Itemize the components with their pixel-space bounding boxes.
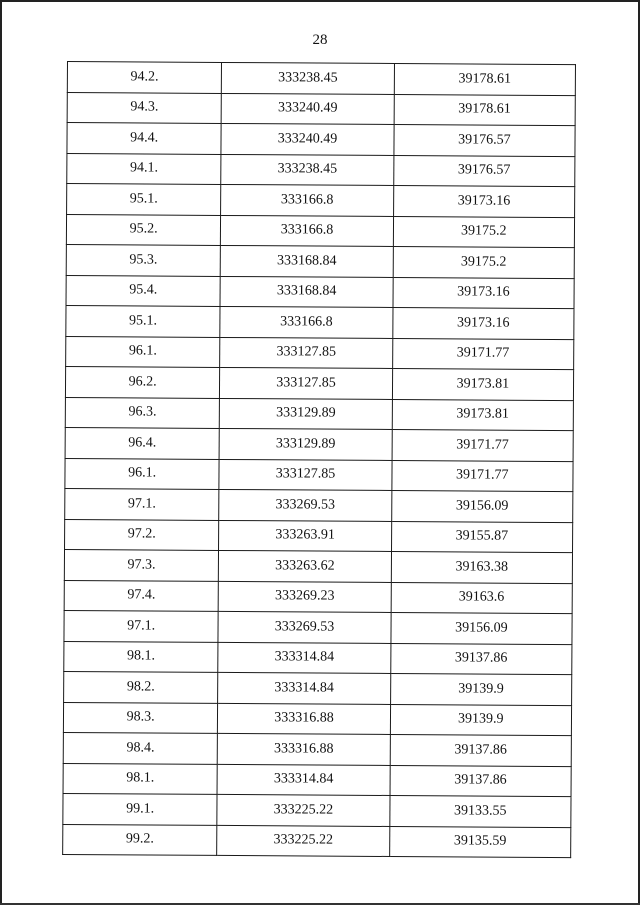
x-coordinate-cell: 333263.91 (219, 520, 392, 552)
x-coordinate-cell: 333269.53 (219, 489, 392, 521)
point-number-cell: 94.1. (67, 153, 221, 184)
point-number-cell: 97.1. (65, 488, 219, 519)
table-row (66, 275, 574, 309)
y-coordinate-cell: 39137.86 (390, 765, 571, 797)
table-row (63, 824, 571, 858)
x-coordinate-cell: 333314.84 (218, 672, 391, 704)
table-row (66, 244, 574, 278)
y-coordinate-cell: 39133.55 (390, 795, 571, 827)
point-number-cell: 95.1. (66, 305, 220, 336)
table-row (66, 305, 574, 339)
table-row (63, 763, 571, 797)
point-number-cell: 97.1. (64, 610, 218, 641)
coordinates-table (62, 61, 576, 858)
y-coordinate-cell: 39163.6 (391, 582, 572, 614)
x-coordinate-cell: 333127.85 (220, 367, 393, 399)
x-coordinate-cell: 333127.85 (220, 337, 393, 369)
x-coordinate-cell: 333127.85 (219, 459, 392, 491)
y-coordinate-cell: 39163.38 (391, 551, 572, 583)
x-coordinate-cell: 333269.53 (218, 611, 391, 643)
y-coordinate-cell: 39175.2 (393, 216, 574, 248)
point-number-cell: 94.2. (67, 62, 221, 93)
x-coordinate-cell: 333166.8 (220, 306, 393, 338)
y-coordinate-cell: 39173.16 (393, 185, 574, 217)
point-number-cell: 99.2. (63, 824, 217, 855)
table-row (66, 336, 574, 370)
table-row (67, 153, 575, 187)
point-number-cell: 97.2. (65, 519, 219, 550)
table-row (67, 92, 575, 126)
x-coordinate-cell: 333314.84 (218, 642, 391, 674)
table-row (63, 793, 571, 827)
y-coordinate-cell: 39171.77 (392, 338, 573, 370)
y-coordinate-cell: 39137.86 (390, 734, 571, 766)
point-number-cell: 95.2. (66, 214, 220, 245)
table-row (65, 458, 573, 492)
x-coordinate-cell: 333129.89 (220, 398, 393, 430)
page-border-left (0, 0, 2, 905)
x-coordinate-cell: 333263.62 (219, 550, 392, 582)
point-number-cell: 98.3. (63, 702, 217, 733)
x-coordinate-cell: 333238.45 (222, 62, 395, 94)
y-coordinate-cell: 39139.9 (390, 673, 571, 705)
y-coordinate-cell: 39171.77 (392, 460, 573, 492)
coordinates-table-body (63, 62, 576, 858)
y-coordinate-cell: 39173.81 (392, 399, 573, 431)
table-row (67, 184, 575, 218)
point-number-cell: 96.2. (65, 366, 219, 397)
point-number-cell: 95.3. (66, 244, 220, 275)
point-number-cell: 99.1. (63, 793, 217, 824)
x-coordinate-cell: 333166.8 (221, 184, 394, 216)
y-coordinate-cell: 39171.77 (392, 429, 573, 461)
y-coordinate-cell: 39173.81 (392, 368, 573, 400)
y-coordinate-cell: 39139.9 (390, 704, 571, 736)
y-coordinate-cell: 39175.2 (393, 246, 574, 278)
x-coordinate-cell: 333129.89 (219, 428, 392, 460)
point-number-cell: 98.4. (63, 732, 217, 763)
x-coordinate-cell: 333240.49 (221, 123, 394, 155)
point-number-cell: 95.1. (67, 184, 221, 215)
y-coordinate-cell: 39135.59 (389, 826, 570, 858)
point-number-cell: 94.3. (67, 92, 221, 123)
x-coordinate-cell: 333225.22 (217, 794, 390, 826)
x-coordinate-cell: 333316.88 (218, 733, 391, 765)
y-coordinate-cell: 39173.16 (393, 277, 574, 309)
table-row (63, 702, 571, 736)
point-number-cell: 96.3. (65, 397, 219, 428)
y-coordinate-cell: 39176.57 (393, 155, 574, 187)
point-number-cell: 94.4. (67, 123, 221, 154)
page-border-top (0, 0, 640, 2)
point-number-cell: 98.1. (63, 763, 217, 794)
x-coordinate-cell: 333314.84 (217, 764, 390, 796)
y-coordinate-cell: 39156.09 (391, 490, 572, 522)
page-number: 28 (312, 32, 328, 48)
y-coordinate-cell: 39137.86 (390, 643, 571, 675)
x-coordinate-cell: 333269.23 (218, 581, 391, 613)
table-row (67, 123, 575, 157)
table-row (64, 610, 572, 644)
table-row (64, 549, 572, 583)
x-coordinate-cell: 333168.84 (221, 245, 394, 277)
x-coordinate-cell: 333225.22 (217, 825, 390, 857)
y-coordinate-cell: 39178.61 (394, 94, 575, 126)
table-row (65, 488, 573, 522)
y-coordinate-cell: 39156.09 (391, 612, 572, 644)
x-coordinate-cell: 333168.84 (220, 276, 393, 308)
point-number-cell: 96.4. (65, 427, 219, 458)
point-number-cell: 96.1. (65, 458, 219, 489)
point-number-cell: 98.1. (64, 641, 218, 672)
y-coordinate-cell: 39155.87 (391, 521, 572, 553)
point-number-cell: 98.2. (64, 671, 218, 702)
table-row (65, 366, 573, 400)
table-row (65, 519, 573, 553)
table-row (64, 580, 572, 614)
y-coordinate-cell: 39173.16 (393, 307, 574, 339)
table-row (67, 62, 575, 96)
table-row (63, 732, 571, 766)
table-row (65, 397, 573, 431)
x-coordinate-cell: 333240.49 (221, 93, 394, 125)
point-number-cell: 95.4. (66, 275, 220, 306)
table-row (66, 214, 574, 248)
table-row (64, 641, 572, 675)
y-coordinate-cell: 39176.57 (394, 124, 575, 156)
x-coordinate-cell: 333238.45 (221, 154, 394, 186)
y-coordinate-cell: 39178.61 (394, 63, 575, 95)
point-number-cell: 97.3. (64, 549, 218, 580)
point-number-cell: 96.1. (66, 336, 220, 367)
x-coordinate-cell: 333166.8 (221, 215, 394, 247)
x-coordinate-cell: 333316.88 (218, 703, 391, 735)
table-row (65, 427, 573, 461)
table-row (64, 671, 572, 705)
point-number-cell: 97.4. (64, 580, 218, 611)
